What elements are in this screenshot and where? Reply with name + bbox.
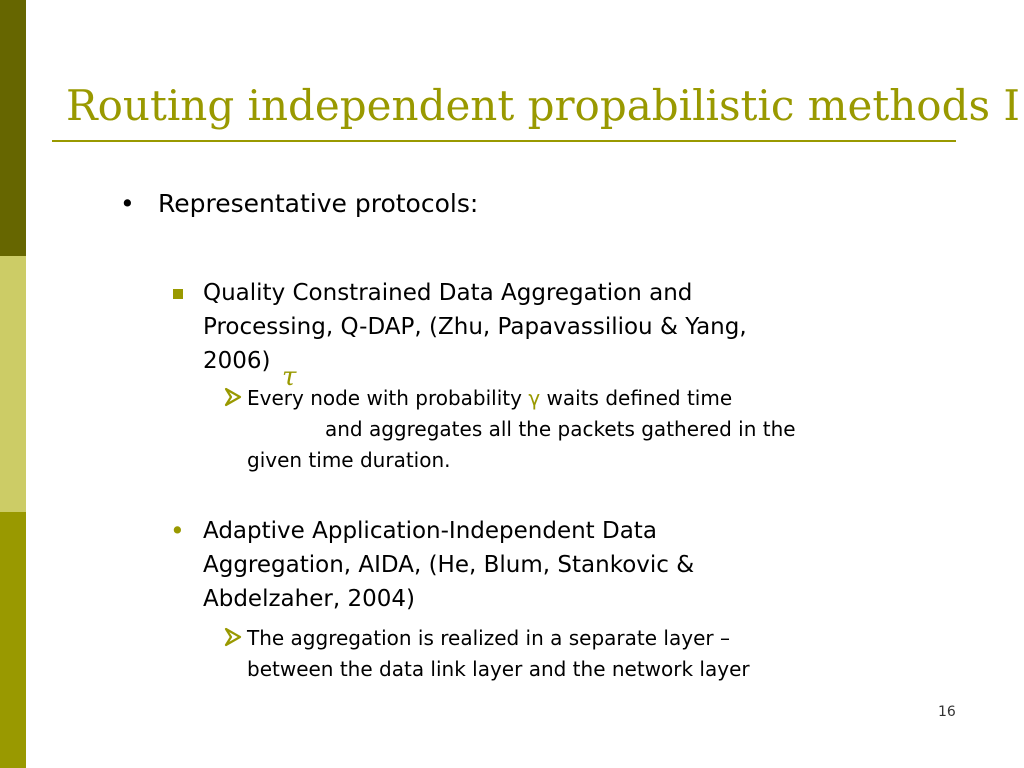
list-item-text	[203, 276, 903, 378]
sub-item-text	[247, 383, 947, 476]
arrow-bullet-icon	[222, 626, 244, 648]
text-segment: Every node with probability	[247, 386, 529, 410]
gamma-symbol: γ	[528, 386, 541, 410]
list-item-text	[203, 514, 903, 616]
sidebar-segment-top	[0, 0, 26, 256]
text-line: and aggregates all the packets gathered in the	[325, 417, 796, 441]
arrow-bullet-icon	[222, 386, 244, 408]
round-bullet-glyph: •	[170, 516, 185, 545]
tau-symbol: τ	[282, 362, 297, 392]
sub-item-text	[247, 623, 947, 685]
text-line: 2006)	[203, 348, 271, 374]
text-line: Abdelzaher, 2004)	[203, 586, 415, 612]
text-line: given time duration.	[247, 448, 451, 472]
text-line: Adaptive Application-Independent Data	[203, 518, 657, 544]
round-bullet-icon: •	[120, 189, 135, 218]
text-line	[247, 383, 947, 414]
text-line: Processing, Q-DAP, (Zhu, Papavassiliou & Yang,	[203, 314, 747, 340]
text-line: Aggregation, AIDA, (He, Blum, Stankovic &	[203, 552, 695, 578]
text-line: between the data link layer and the network layer	[247, 657, 750, 681]
slide-number: 16	[938, 704, 956, 720]
text-line: The aggregation is realized in a separate layer –	[247, 626, 730, 650]
sidebar-segment-middle	[0, 256, 26, 512]
text-line: Quality Constrained Data Aggregation and	[203, 280, 693, 306]
sidebar-segment-bottom	[0, 512, 26, 768]
bullet-text: Representative protocols:	[158, 189, 479, 218]
text-segment: waits defined time	[540, 386, 733, 410]
title-underline	[52, 140, 956, 142]
slide-title: Routing independent propabilistic methods I	[66, 81, 1020, 130]
sidebar-decoration	[0, 0, 26, 768]
